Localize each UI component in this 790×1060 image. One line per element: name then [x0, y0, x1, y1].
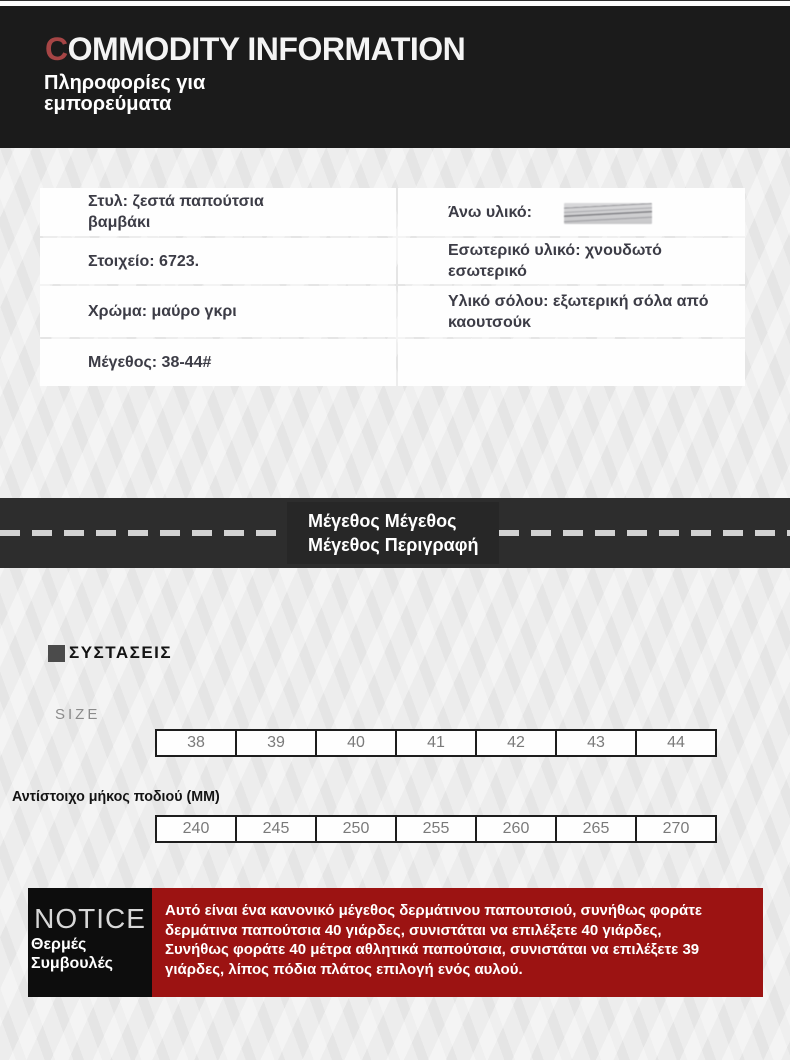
foot-length-cell: 265 [556, 816, 636, 842]
size-table [155, 729, 717, 757]
banner-title-line-2: Μέγεθος Περιγραφή [308, 535, 479, 555]
sole-material-text: Υλικό σόλου: εξωτερική σόλα από καουτσούκ [448, 292, 709, 331]
foot-length-cell: 270 [636, 816, 716, 842]
foot-length-cell: 250 [316, 816, 396, 842]
recommendations-heading-text: ΣΥΣΤΑΣΕΙΣ [69, 643, 173, 662]
size-range-text: Μέγεθος: 38-44# [88, 354, 212, 371]
page-subtitle [44, 73, 790, 115]
title-accent-letter: C [45, 31, 68, 67]
notice-title: NOTICE [34, 903, 146, 934]
item-number-text: Στοιχείο: 6723. [88, 252, 200, 270]
size-cell: 41 [396, 730, 476, 756]
size-cell: 40 [316, 730, 396, 756]
foot-length-cell: 260 [476, 816, 556, 842]
color-text: Χρώμα: μαύρο γκρι [88, 303, 237, 320]
notice-text-line-4: γιάρδες, λίπος πόδια πλάτος επιλογή ενός αυλού. [165, 960, 523, 978]
info-cell-color [40, 286, 396, 337]
info-cell-upper-material [398, 188, 745, 236]
foot-length-table [155, 815, 717, 843]
foot-length-cell: 240 [156, 816, 236, 842]
page-title [45, 32, 790, 66]
notice-subtitle-line-2: Συμβουλές [31, 955, 113, 972]
size-cell: 42 [476, 730, 556, 756]
size-cell: 39 [236, 730, 316, 756]
size-row-label: SIZE [55, 706, 101, 723]
size-cell: 43 [556, 730, 636, 756]
size-section-banner [0, 498, 790, 568]
foot-length-cell: 245 [236, 816, 316, 842]
notice-text-line-1: Αυτό είναι ένα κανονικό μέγεθος δερμάτινου παπουτσιού, συνήθως φοράτε [165, 902, 703, 919]
info-cell-item-number [40, 238, 396, 284]
upper-material-label: Άνω υλικό: [448, 203, 532, 221]
size-cell: 44 [636, 730, 716, 756]
product-info-table [40, 188, 745, 386]
inner-material-text: Εσωτερικό υλικό: χνουδωτό εσωτερικό [448, 242, 662, 280]
size-cell: 38 [156, 730, 236, 756]
info-cell-sole-material [398, 286, 745, 337]
foot-length-table-row [156, 816, 716, 842]
info-cell-size-range [40, 339, 396, 386]
size-table-row [156, 730, 716, 756]
header [0, 6, 790, 148]
foot-length-cell: 255 [396, 816, 476, 842]
upper-material-scribble-image [564, 203, 652, 224]
notice-label-box [28, 888, 152, 997]
notice-text-line-3: Συνήθως φοράτε 40 μέτρα αθλητικά παπούτσια, συνιστάται να επιλέξετε 39 [165, 941, 700, 958]
banner-title [287, 502, 499, 564]
banner-dash-line-right [499, 530, 790, 536]
notice-text-line-2: δερμάτινα παπούτσια 40 γιάρδες, συνιστάται να επιλέξετε 40 γιάρδες, [165, 921, 662, 939]
title-rest: OMMODITY INFORMATION [67, 31, 466, 67]
square-bullet-icon [48, 645, 65, 662]
notice-subtitle [28, 935, 152, 973]
notice-text-box [152, 888, 763, 997]
info-style-text: Στυλ: ζεστά παπούτσια βαμβάκι [88, 193, 264, 231]
foot-length-label: Αντίστοιχο μήκος ποδιού (MM) [12, 788, 220, 805]
info-cell-style [40, 188, 396, 236]
subtitle-line-2: εμπορεύματα [44, 93, 172, 115]
recommendations-heading [48, 643, 172, 663]
subtitle-line-1: Πληροφορίες για [44, 72, 206, 94]
notice-panel [28, 888, 763, 997]
notice-subtitle-line-1: Θερμές [31, 936, 87, 953]
banner-title-line-1: Μέγεθος Μέγεθος [308, 511, 457, 531]
info-cell-inner-material [398, 238, 745, 284]
banner-dash-line-left [0, 530, 287, 536]
info-cell-empty [398, 339, 745, 386]
